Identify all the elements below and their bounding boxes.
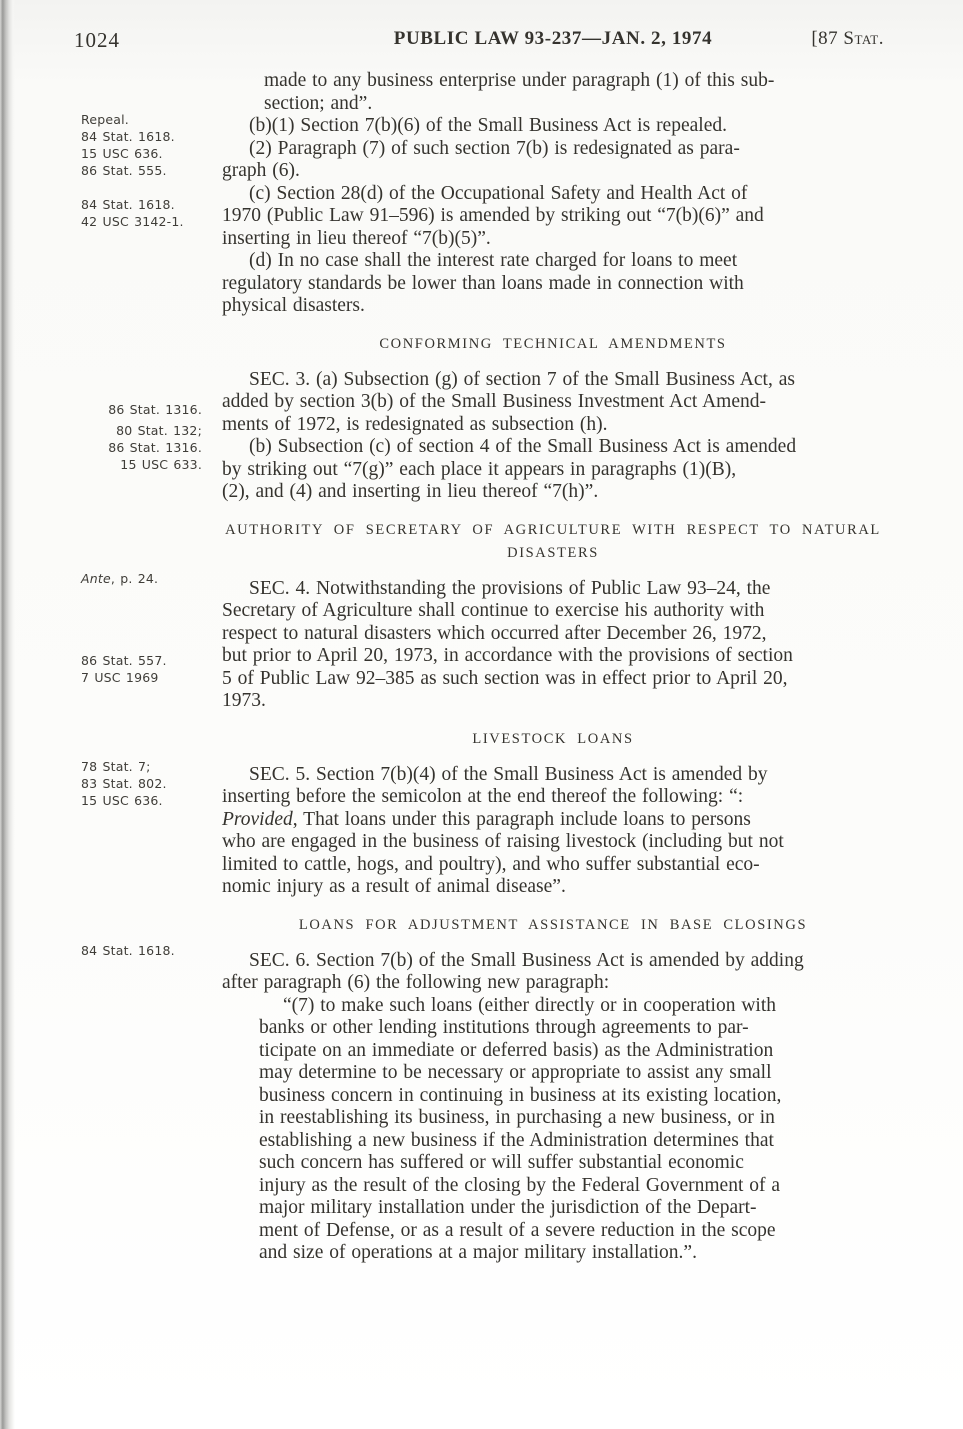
text-line: graph (6). bbox=[222, 160, 300, 181]
margin-note-line: 84 Stat. 1618. bbox=[81, 196, 175, 212]
text-line: ments of 1972, is redesignated as subsection (h). bbox=[222, 413, 608, 435]
margin-note bbox=[69, 422, 202, 473]
margin-note bbox=[69, 196, 202, 230]
section-heading bbox=[222, 519, 884, 565]
section-heading-line: AUTHORITY OF SECRETARY OF AGRICULTURE WITH RESPECT TO NATURAL bbox=[225, 521, 881, 538]
text-line: made to any business enterprise under paragraph (1) of this sub- bbox=[264, 70, 775, 91]
text-line: inserting before the semicolon at the end thereof the following: “: bbox=[222, 786, 744, 807]
margin-note-line: 86 Stat. 555. bbox=[81, 163, 167, 178]
section-heading-line: CONFORMING TECHNICAL AMENDMENTS bbox=[379, 335, 727, 352]
margin-note-line: 42 USC 3142-1. bbox=[81, 213, 184, 229]
margin-note bbox=[69, 570, 202, 587]
margin-note bbox=[69, 652, 202, 686]
text-line: injury as the result of the closing by the Federal Government of a bbox=[259, 1174, 781, 1196]
text-line: who are engaged in the business of raising livestock (including but not bbox=[222, 831, 784, 852]
text-line: major military installation under the jurisdiction of the Depart- bbox=[259, 1197, 757, 1218]
text-line: ment of Defense, or as a result of a severe reduction in the scope bbox=[259, 1219, 776, 1241]
text-line: banks or other lending institutions through agreements to par- bbox=[259, 1017, 749, 1038]
text-line: inserting in lieu thereof “7(b)(5)”. bbox=[222, 227, 491, 249]
text-line: 5 of Public Law 92–385 as such section was in effect prior to April 20, bbox=[222, 667, 788, 689]
margin-note bbox=[69, 111, 202, 179]
margin-note-line: 84 Stat. 1618. bbox=[81, 942, 175, 958]
text-line: (d) In no case shall the interest rate charged for loans to meet bbox=[249, 250, 738, 271]
section-heading bbox=[222, 914, 884, 937]
text-line: nomic injury as a result of animal disease”. bbox=[222, 876, 566, 897]
text-column bbox=[81, 70, 902, 1265]
section-heading bbox=[222, 333, 884, 356]
text-line: Provided, That loans under this paragraph include loans to persons bbox=[222, 808, 751, 830]
text-line: SEC. 6. Section 7(b) of the Small Business Act is amended by adding bbox=[249, 949, 804, 971]
text-line: such concern has suffered or will suffer substantial economic bbox=[259, 1152, 744, 1173]
margin-note bbox=[69, 942, 202, 959]
text-line: establishing a new business if the Administration determines that bbox=[259, 1129, 774, 1151]
text-line: (2), and (4) and inserting in lieu thereof “7(h)”. bbox=[222, 481, 599, 502]
margin-note-line: 7 USC 1969 bbox=[81, 669, 159, 685]
margin-note-line: 86 Stat. 1316. bbox=[108, 440, 202, 455]
margin-note-line: 83 Stat. 802. bbox=[81, 775, 167, 791]
text-line: (b) Subsection (c) of section 4 of the Small Business Act is amended bbox=[249, 436, 797, 457]
body-paragraph bbox=[81, 758, 902, 899]
text-line: by striking out “7(g)” each place it appears in paragraphs (1)(B), bbox=[222, 458, 737, 480]
margin-note-line: 80 Stat. 132; bbox=[116, 423, 202, 438]
body-paragraph bbox=[222, 70, 902, 115]
margin-note-line: 15 USC 633. bbox=[120, 457, 202, 472]
body-paragraph bbox=[222, 250, 902, 318]
page-number: 1024 bbox=[74, 28, 120, 52]
body-paragraph bbox=[81, 570, 902, 713]
margin-note bbox=[69, 401, 202, 418]
text-line: respect to natural disasters which occurred after December 26, 1972, bbox=[222, 622, 767, 644]
text-line: 1973. bbox=[222, 690, 266, 711]
text-line: 1970 (Public Law 91–596) is amended by striking out “7(b)(6)” and bbox=[222, 205, 764, 226]
body-paragraph bbox=[222, 995, 902, 1265]
text-line: (b)(1) Section 7(b)(6) of the Small Business Act is repealed. bbox=[249, 115, 727, 136]
section-heading-line: LOANS FOR ADJUSTMENT ASSISTANCE IN BASE CLOSINGS bbox=[298, 916, 808, 933]
section-heading bbox=[222, 728, 884, 751]
text-line: Secretary of Agriculture shall continue to exercise his authority with bbox=[222, 600, 765, 621]
text-line: regulatory standards be lower than loans made in connection with bbox=[222, 272, 744, 294]
text-line: physical disasters. bbox=[222, 295, 365, 316]
text-line: SEC. 4. Notwithstanding the provisions of Public Law 93–24, the bbox=[249, 577, 771, 599]
text-line: limited to cattle, hogs, and poultry), and who suffer substantial eco- bbox=[222, 853, 760, 875]
margin-note-line: 15 USC 636. bbox=[81, 146, 163, 161]
margin-note-line: 78 Stat. 7; bbox=[81, 758, 151, 774]
margin-note-line: 86 Stat. 557. bbox=[81, 652, 167, 668]
text-line: SEC. 3. (a) Subsection (g) of section 7 of the Small Business Act, as bbox=[249, 368, 795, 390]
margin-note-line: Ante, p. 24. bbox=[81, 570, 159, 586]
body-paragraph bbox=[222, 138, 902, 183]
margin-note bbox=[69, 758, 202, 809]
text-line: after paragraph (6) the following new paragraph: bbox=[222, 972, 610, 993]
body-paragraph bbox=[81, 182, 902, 251]
running-head-title: PUBLIC LAW 93-237—JAN. 2, 1974 bbox=[393, 28, 713, 49]
text-line: section; and”. bbox=[264, 92, 373, 114]
margin-note-line: 84 Stat. 1618. bbox=[81, 129, 175, 144]
section-heading-line: DISASTERS bbox=[507, 544, 599, 561]
body-paragraph bbox=[81, 942, 902, 995]
stat-volume-citation: [87 Stat. bbox=[811, 28, 884, 49]
text-line: business concern in continuing in business at its existing location, bbox=[259, 1084, 782, 1106]
text-line: in reestablishing its business, in purchasing a new business, or in bbox=[259, 1107, 775, 1128]
section-heading-line: LIVESTOCK LOANS bbox=[472, 730, 634, 747]
margin-note-line: Repeal. bbox=[81, 112, 129, 127]
page-binding-edge bbox=[0, 0, 15, 1429]
margin-note-line: 15 USC 636. bbox=[81, 792, 163, 808]
text-line: added by section 3(b) of the Small Business Investment Act Amend- bbox=[222, 391, 766, 412]
text-line: (2) Paragraph (7) of such section 7(b) is redesignated as para- bbox=[249, 137, 740, 159]
text-line: but prior to April 20, 1973, in accordance with the provisions of section bbox=[222, 645, 793, 666]
text-line: (c) Section 28(d) of the Occupational Safety and Health Act of bbox=[249, 182, 748, 204]
text-line: and size of operations at a major military installation.”. bbox=[259, 1242, 697, 1263]
text-line: “(7) to make such loans (either directly or in cooperation with bbox=[283, 994, 777, 1016]
margin-note-line: 86 Stat. 1316. bbox=[108, 401, 202, 417]
text-line: SEC. 5. Section 7(b)(4) of the Small Business Act is amended by bbox=[249, 763, 768, 785]
text-line: ticipate on an immediate or deferred basis) as the Administration bbox=[259, 1039, 774, 1061]
text-line: may determine to be necessary or appropriate to assist any small bbox=[259, 1062, 772, 1083]
